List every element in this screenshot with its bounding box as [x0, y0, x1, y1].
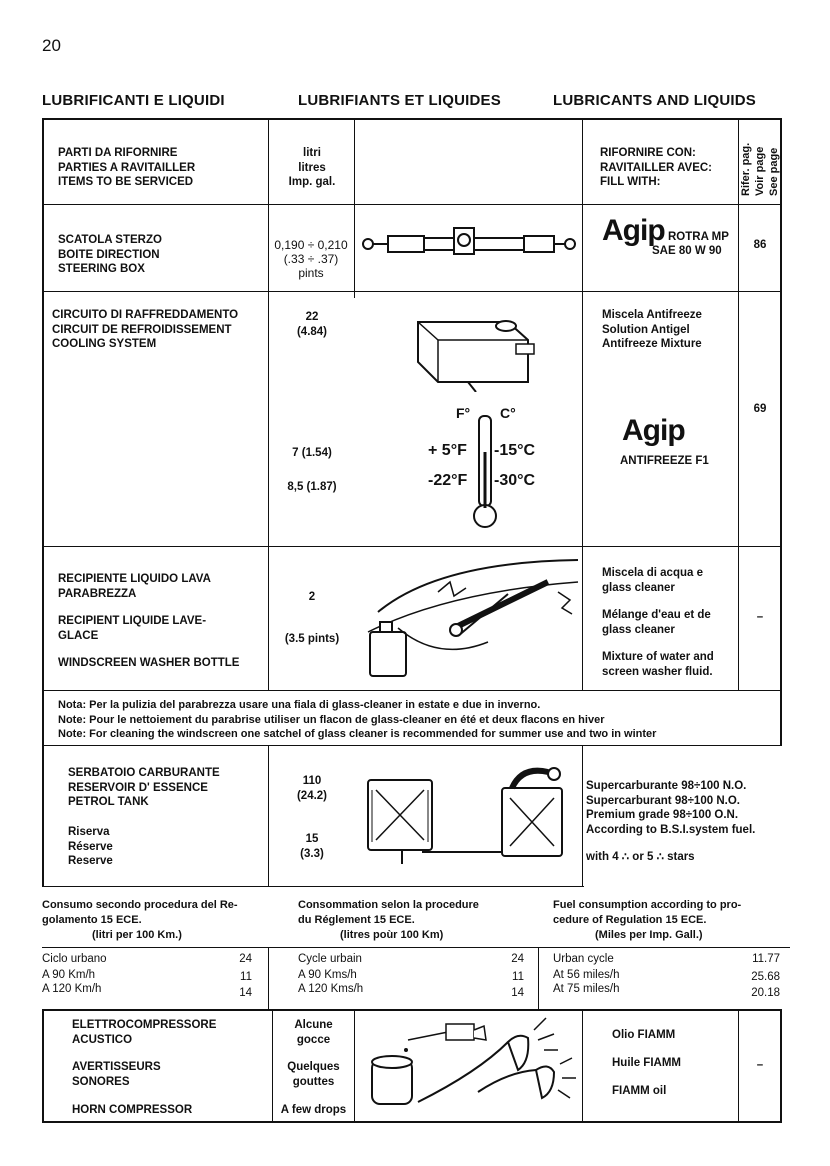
header-french: LUBRIFIANTS ET LIQUIDES [298, 92, 501, 109]
radiator-tank-illustration [408, 312, 548, 392]
steering-grade: SAE 80 W 90 [652, 245, 722, 257]
thermo-c2: -30°C [494, 472, 536, 489]
washer-parts-en: WINDSCREEN WASHER BOTTLE [58, 657, 240, 669]
horn-fill-en: FIAMM oil [612, 1085, 667, 1097]
washer-parts-fr: RECIPIENT LIQUIDE LAVE- GLACE [58, 615, 207, 642]
horn-compressor-illustration [358, 1012, 580, 1120]
washer-fill-it: Miscela di acqua e glass cleaner [602, 567, 703, 594]
horn-fill-fr: Huile FIAMM [612, 1057, 681, 1069]
cooling-qty-main: 22 (4.84) [296, 311, 328, 338]
header-fill: RIFORNIRE CON: RAVITAILLER AVEC: FILL WITH: [600, 147, 713, 188]
cooling-mixture: Miscela Antifreeze Solution Antigel Antifreeze Mixture [602, 309, 702, 350]
header-english: LUBRICANTS AND LIQUIDS [553, 92, 757, 109]
header-italian: LUBRIFICANTI E LIQUIDI [42, 92, 225, 109]
steering-page: 86 [753, 239, 767, 251]
fuel-qty: 110 (24.2) [296, 775, 328, 802]
thermo-f1: + 5°F [428, 442, 467, 459]
horn-parts-en: HORN COMPRESSOR [72, 1104, 193, 1116]
horn-page: – [756, 1059, 764, 1071]
cooling-parts: CIRCUITO DI RAFFREDDAMENTO CIRCUIT DE REFROIDISSEMENT COOLING SYSTEM [52, 309, 239, 350]
horn-parts-fr: AVERTISSEURS SONORES [72, 1061, 161, 1088]
petrol-tank-illustration [362, 760, 582, 880]
steering-qty: 0,190 ÷ 0,210 (.33 ÷ .37) pints [274, 238, 348, 280]
washer-fill-fr: Mélange d'eau et de glass cleaner [602, 609, 711, 636]
horn-qty-it: Alcune gocce [294, 1019, 333, 1046]
cooling-product: ANTIFREEZE F1 [620, 455, 709, 467]
thermo-c1: -15°C [494, 442, 536, 459]
thermo-f-label: F° [456, 405, 471, 421]
fuel-fill: Supercarburante 98÷100 N.O. Supercarburant 98÷100 N.O. Premium grade 98÷100 O.N. According to B.S.I.system fuel. [586, 780, 756, 836]
horn-fill-it: Olio FIAMM [612, 1029, 676, 1041]
consumption-fr-table: Cycle urbain 24 A 90 Kms/h 11 A 120 Kms/h 14 [298, 953, 524, 999]
header-parts: PARTI DA RIFORNIRE PARTIES A RAVITAILLER ITEMS TO BE SERVICED [58, 147, 196, 188]
notes: Nota: Per la pulizia del parabrezza usare una fiala di glass-cleaner in estate e due in inverno. Note: Pour le nettoiement du parabrise utiliser un flacon de glass-cleaner en été et deux flacons en hiver Note: For cleaning the windscreen one satchel of glass cleaner is recommended for summer use and two in winter [58, 699, 657, 740]
washer-page: – [756, 611, 764, 623]
washer-fill-en: Mixture of water and screen washer fluid. [602, 651, 714, 678]
washer-qty-pints: (3.5 pints) [284, 633, 340, 645]
steering-parts: SCATOLA STERZO BOITE DIRECTION STEERING BOX [58, 234, 162, 275]
cooling-page: 69 [753, 403, 767, 415]
horn-parts-it: ELETTROCOMPRESSORE ACUSTICO [72, 1019, 217, 1046]
thermo-f2: -22°F [428, 472, 468, 489]
header-ref-page: Rifer. pag. Voir page See page [740, 142, 780, 196]
page-number: 20 [42, 36, 61, 55]
horn-qty-fr: Quelques gouttes [287, 1061, 340, 1088]
consumption-fr-head: Consommation selon la procedure du Réglement 15 ECE. (litres poùr 100 Km) [298, 899, 479, 941]
fuel-stars: with 4 ∴ or 5 ∴ stars [586, 851, 695, 863]
cooling-qty-3: 8,5 (1.87) [287, 481, 337, 493]
washer-bottle-illustration [358, 552, 580, 684]
consumption-it-table: Ciclo urbano 24 A 90 Km/h 11 A 120 Km/h 14 [42, 953, 252, 999]
fuel-parts: SERBATOIO CARBURANTE RESERVOIR D' ESSENCE PETROL TANK [68, 767, 220, 808]
steering-box-illustration [358, 220, 580, 270]
consumption-en-head: Fuel consumption according to pro- cedure of Regulation 15 ECE. (Miles per Imp. Gall.) [553, 899, 742, 941]
consumption-en-table: Urban cycle 11.77 At 56 miles/h 25.68 At 75 miles/h 20.18 [553, 953, 780, 999]
washer-parts-it: RECIPIENTE LIQUIDO LAVA PARABREZZA [58, 573, 211, 600]
cooling-qty-2: 7 (1.54) [292, 447, 332, 459]
steering-product: ROTRA MP [668, 231, 729, 243]
horn-qty-en: A few drops [280, 1104, 347, 1116]
cooling-agip-logo: Agip [622, 414, 685, 447]
thermo-c-label: C° [500, 405, 516, 421]
washer-qty: 2 [308, 591, 316, 603]
fuel-reserve-qty: 15 (3.3) [300, 833, 324, 860]
steering-agip-logo: Agip [602, 214, 665, 247]
fuel-reserve: Riserva Réserve Reserve [68, 826, 113, 867]
header-units: litri litres Imp. gal. [288, 147, 336, 188]
consumption-it-head: Consumo secondo procedura del Re- golamento 15 ECE. (litri per 100 Km.) [42, 899, 238, 941]
